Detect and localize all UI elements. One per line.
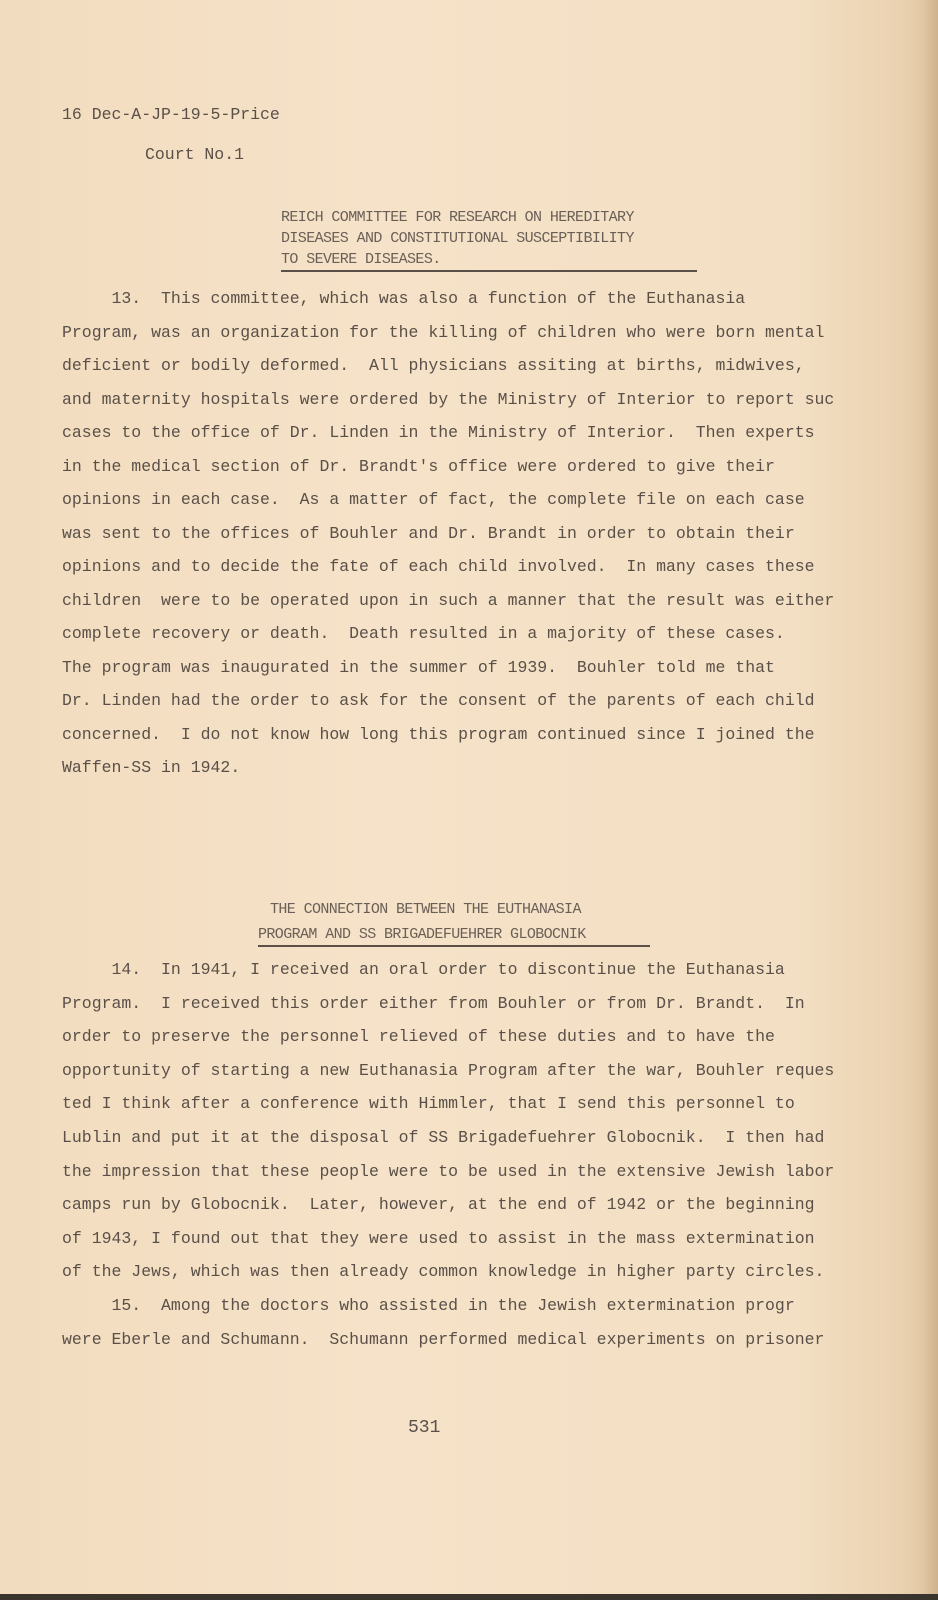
text-line: 13. This committee, which was also a function of the Euthanasia [62,289,746,308]
text-line: in the medical section of Dr. Brandt's office were ordered to give their [62,456,775,476]
heading-line: PROGRAM AND SS BRIGADEFUEHRER GLOBOCNIK [258,926,586,943]
heading-line: REICH COMMITTEE FOR RESEARCH ON HEREDITARY [281,209,634,226]
paper-edge-shadow [922,0,938,1600]
text-line: children were to be operated upon in such a manner that the result was either [62,590,835,610]
heading-line: THE CONNECTION BETWEEN THE EUTHANASIA [270,901,581,918]
document-reference: 16 Dec-A-JP-19-5-Price [62,105,280,124]
text-line: Program, was an organization for the killing of children who were born mental [62,322,825,342]
heading-line: TO SEVERE DISEASES. [281,251,441,268]
text-line: deficient or bodily deformed. All physicians assiting at births, midwives, [62,356,805,375]
text-line: of 1943, I found out that they were used to assist in the mass extermination [62,1228,815,1248]
text-line: ted I think after a conference with Himmler, that I send this personnel to [62,1094,795,1114]
text-line: Lublin and put it at the disposal of SS Brigadefuehrer Globocnik. I then had [62,1128,825,1147]
page-number: 531 [408,1418,441,1438]
text-line: opportunity of starting a new Euthanasia Program after the war, Bouhler reques [62,1060,835,1080]
text-line: cases to the office of Dr. Linden in the Ministry of Interior. Then experts [62,423,815,442]
scan-bottom-border [0,1594,938,1600]
text-line: Waffen-SS in 1942. [62,758,241,777]
text-line: Dr. Linden had the order to ask for the consent of the parents of each child [62,691,815,710]
heading-underline [258,945,650,947]
text-line: opinions and to decide the fate of each child involved. In many cases these [62,557,815,576]
text-line: order to preserve the personnel relieved of these duties and to have the [62,1027,775,1047]
text-line: 15. Among the doctors who assisted in the Jewish extermination progr [62,1296,795,1315]
court-number: Court No.1 [145,145,245,164]
text-line: was sent to the offices of Bouhler and Dr. Brandt in order to obtain their [62,523,795,543]
text-line: camps run by Globocnik. Later, however, at the end of 1942 or the beginning [62,1195,815,1215]
text-line: the impression that these people were to be used in the extensive Jewish labor [62,1161,835,1181]
text-line: complete recovery or death. Death resulted in a majority of these cases. [62,624,785,643]
text-line: and maternity hospitals were ordered by the Ministry of Interior to report suc [62,389,835,409]
text-line: were Eberle and Schumann. Schumann performed medical experiments on prisoner [62,1329,825,1349]
heading-line: DISEASES AND CONSTITUTIONAL SUSCEPTIBILITY [281,230,634,247]
heading-underline [281,270,697,272]
text-line: of the Jews, which was then already common knowledge in higher party circles. [62,1262,825,1282]
text-line: The program was inaugurated in the summer of 1939. Bouhler told me that [62,657,775,677]
text-line: Program. I received this order either from Bouhler or from Dr. Brandt. In [62,993,805,1013]
text-line: concerned. I do not know how long this program continued since I joined the [62,724,815,744]
text-line: opinions in each case. As a matter of fact, the complete file on each case [62,490,805,509]
text-line: 14. In 1941, I received an oral order to discontinue the Euthanasia [62,960,785,979]
